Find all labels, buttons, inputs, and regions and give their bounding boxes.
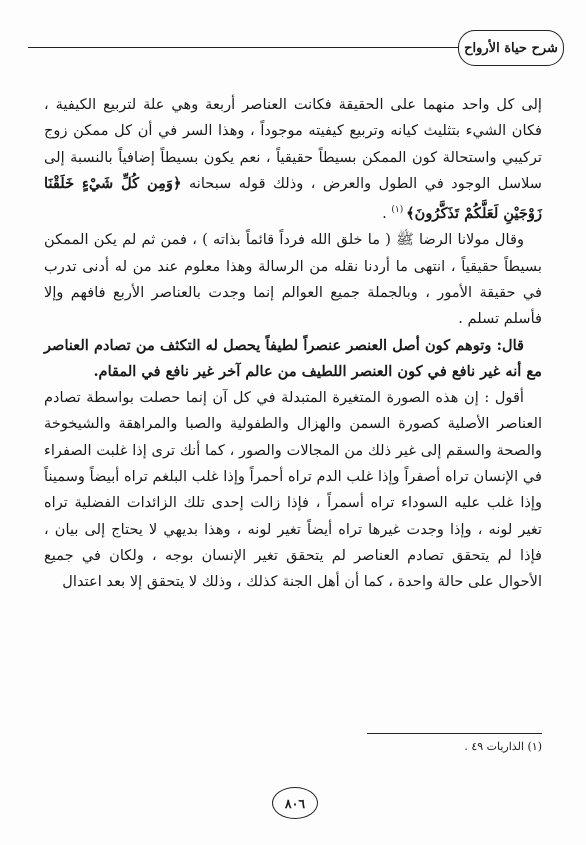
- header-rule: [28, 47, 526, 48]
- text-run: قال: وتوهم كون أصل العنصر عنصراً لطيفاً يحصل له التكثف من تصادم العناصر مع أنه غير نافع في كون العنصر اللطيف من عالم آخر غير نافع في المقام.: [44, 336, 542, 380]
- footnote: (١) الذاريات ٤٩ .: [464, 740, 542, 753]
- quran-verse: ﴿وَمِن كُلِّ شَيْءٍ خَلَقْنَا زَوْجَيْنِ لَعَلَّكُمْ تَذَكَّرُونَ﴾: [44, 174, 542, 223]
- text-run: أقول : إن هذه الصورة المتغيرة المتبدلة في كل آن إنما حصلت بواسطة تصادم العناصر الأصلية كصورة السمن والهزال والطفولية والصبا والمراهقة والشيخوخة والصحة والسقم إلى غير ذلك من المجالات والصور ، كما أنك ترى إذا غلبت الصفراء في الإنسان تراه أصفراً وإذا غلب الدم تراه أحمراً وإذا غلب البلغم تراه أبيضاً وسميناً وإذا غلب عليه السوداء تراه أسمراً ، فإذا زالت إحدى تلك الزائدات الفضلية تراه تغير لونه ، وإذا وجدت غيرها تراه أيضاً تغير لونه ، وهذا بديهي لا يحتاج إلى بيان ، فإذا لم يتحقق تصادم العناصر لم يتحقق تغير الإنسان بوجه ، ولكان في جميع الأحوال على حالة واحدة ، كما أن أهل الجنة كذلك ، وذلك لا يتحقق إلا بعد اعتدال: [44, 389, 542, 591]
- footnote-rule: [367, 733, 542, 734]
- page-number-badge: [272, 787, 318, 819]
- text-run: إلى كل واحد منهما على الحقيقة فكانت العناصر أربعة وهي علة لتربيع الكيفية ، فكان الشيء بتثليث كيانه وتربيع كيفيته موجوداً ، وهذا السر في أن كل ممكن زوج تركيبي واستحالة كون الممكن بسيطاً حقيقياً ، نعم يكون بسيطاً إضافياً بالنسبة إلى سلاسل الوجود في الطول والعرض ، وذلك قوله سبحانه: [44, 96, 543, 192]
- text-run: وقال مولانا الرضا ﷺ ( ما خلق الله فرداً قائماً بذاته ) ، فمن ثم لم يكن الممكن بسيطاً حقيقياً ، انتهى ما أردنا نقله من الرسالة وهذا معلوم عند من له أدنى تدرب في حقيقة الأمور ، وبالجملة جميع العوالم إنما وجدت بالعناصر الأربع فافهم وإلا فأسلم تسلم .: [44, 231, 542, 328]
- text-run: .: [382, 205, 392, 223]
- running-header-title: شرح حياة الأرواح: [464, 40, 558, 56]
- body-text: [44, 92, 542, 596]
- paragraph: [44, 333, 542, 386]
- paragraph: [44, 227, 542, 332]
- paragraph: [44, 385, 542, 595]
- footnote-marker: (١): [391, 205, 407, 216]
- paragraph: [44, 92, 542, 227]
- page-number: ٨٠٦: [284, 795, 306, 811]
- running-header: [458, 30, 564, 66]
